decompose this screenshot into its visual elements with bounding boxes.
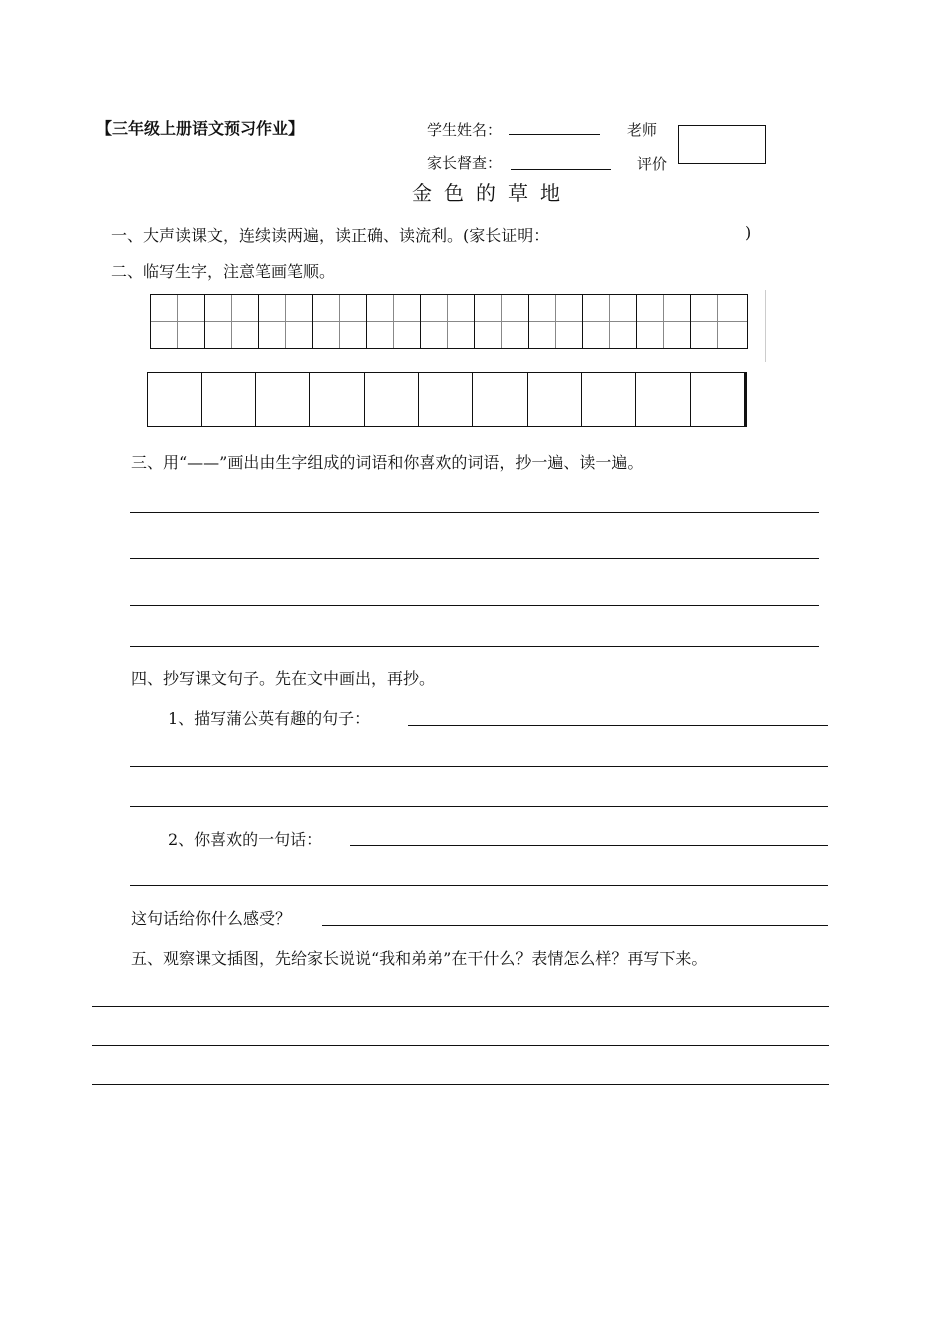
section-4-feeling: 这句话给你什么感受？ [131,909,292,928]
small-character-grid[interactable] [150,294,748,349]
writing-line[interactable] [350,845,828,846]
section-1-text: 一、大声读课文，连续读两遍，读正确、读流利。(家长证明： [111,226,550,245]
section-4-text: 四、抄写课文句子。先在文中画出，再抄。 [131,669,436,688]
writing-line[interactable] [92,1045,829,1046]
writing-line[interactable] [130,558,819,559]
section-3-text: 三、用“——”画出由生字组成的词语和你喜欢的词语，抄一遍、读一遍。 [131,453,644,472]
writing-line[interactable] [130,806,828,807]
grid-margin-line [765,290,766,362]
student-name-field[interactable] [509,134,600,135]
large-character-grid[interactable] [147,372,747,427]
writing-line[interactable] [130,605,819,606]
section-1-close: ) [745,223,752,242]
evaluation-box[interactable] [678,125,766,164]
writing-line[interactable] [130,512,819,513]
section-2-text: 二、临写生字，注意笔画笔顺。 [111,262,336,281]
parent-check-label: 家长督查： [427,154,503,172]
writing-line[interactable] [92,1084,829,1085]
section-4-item-2: 2、你喜欢的一句话： [168,830,323,849]
writing-line[interactable] [92,1006,829,1007]
writing-line[interactable] [130,766,828,767]
writing-line[interactable] [130,885,828,886]
writing-line[interactable] [408,725,828,726]
section-4-item-1: 1、描写蒲公英有趣的句子： [168,709,371,728]
writing-line[interactable] [130,646,819,647]
page-title: 金色的草地 [412,181,572,205]
evaluation-label: 评价 [637,155,668,173]
worksheet-tag: 【三年级上册语文预习作业】 [96,119,305,138]
parent-check-field[interactable] [511,169,611,170]
teacher-label: 老师 [627,121,658,139]
section-5-text: 五、观察课文插图，先给家长说说“我和弟弟”在干什么？表情怎么样？再写下来。 [131,949,708,968]
writing-line[interactable] [322,925,828,926]
student-name-label: 学生姓名： [427,121,503,139]
